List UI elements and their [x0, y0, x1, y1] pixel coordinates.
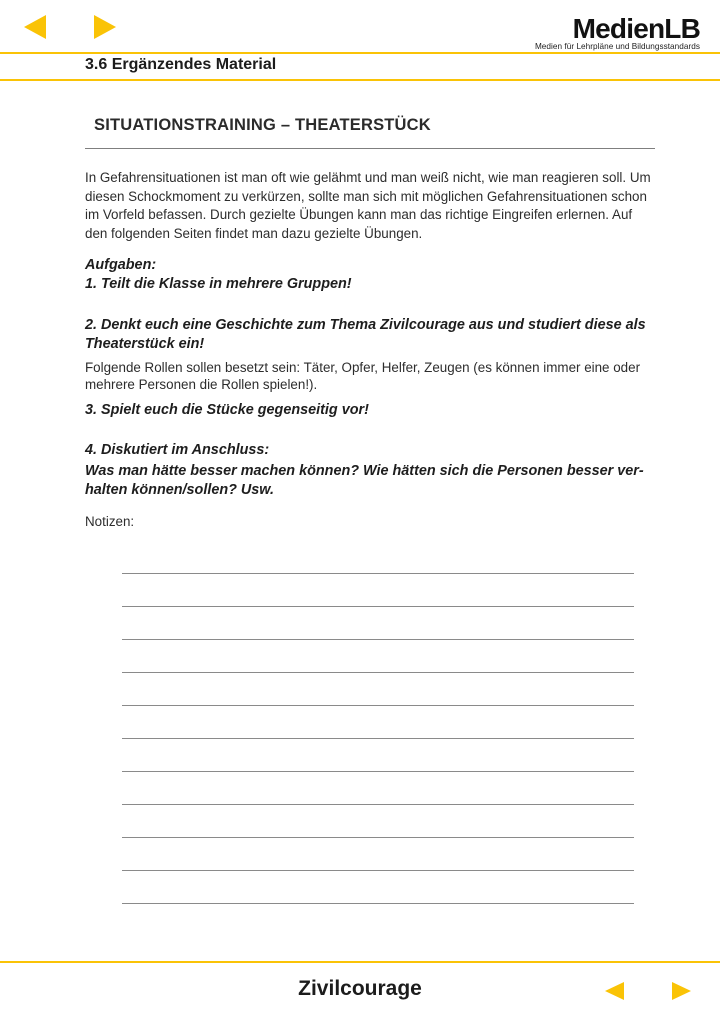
intro-line: den folgenden Seiten findet man dazu gezielte Übungen. [85, 226, 423, 242]
next-arrow-icon [672, 982, 691, 1000]
note-line [122, 772, 634, 805]
header-rule-top [0, 52, 720, 54]
header-rule-bottom [0, 79, 720, 81]
section-heading: 3.6 Ergänzendes Material [85, 56, 277, 73]
note-line [122, 574, 634, 607]
note-line [122, 838, 634, 871]
note-line [122, 673, 634, 706]
roles-note-line: mehrere Personen die Rollen spielen!). [85, 376, 318, 392]
note-line [122, 706, 634, 739]
prev-arrow-icon [24, 15, 46, 39]
note-line [122, 640, 634, 673]
notes-label: Notizen: [85, 514, 135, 529]
logo-wordmark: MedienLB [572, 13, 700, 44]
note-line [122, 871, 634, 904]
intro-paragraph [85, 169, 657, 244]
medienlb-logo [535, 15, 700, 51]
task-2 [85, 316, 657, 355]
footer-rule [0, 961, 720, 963]
logo-tagline: Medien für Lehrpläne und Bildungsstandards [534, 42, 700, 51]
notes-lines [122, 541, 634, 904]
note-line [122, 607, 634, 640]
roles-note [85, 360, 657, 394]
note-line [122, 739, 634, 772]
intro-line: In Gefahrensituationen ist man oft wie gelähmt und man weiß nicht, wie man reagieren soll. Um [85, 170, 651, 185]
roles-note-line: Folgende Rollen sollen besetzt sein: Täter, Opfer, Helfer, Zeugen (es können immer eine oder [85, 360, 641, 375]
tasks-heading: Aufgaben: [85, 257, 157, 273]
prev-arrow-icon [605, 982, 624, 1000]
footer-title: Zivilcourage [298, 977, 422, 1000]
task-2-line: 2. Denkt euch eine Geschichte zum Thema Zivilcourage aus und studiert diese als [85, 317, 646, 333]
title-underline [85, 148, 655, 149]
intro-line: im Vorfeld befassen. Durch gezielte Übungen kann man das richtige Eingreifen erlernen. Auf [85, 207, 633, 223]
task-4-line: Was man hätte besser machen können? Wie hätten sich die Personen besser ver- [85, 463, 644, 479]
task-4-line: halten können/sollen? Usw. [85, 482, 274, 499]
task-1: 1. Teilt die Klasse in mehrere Gruppen! [85, 276, 352, 293]
task-4-detail [85, 462, 657, 501]
note-line [122, 805, 634, 838]
task-2-line: Theaterstück ein! [85, 336, 205, 353]
tasks-heading-block [85, 256, 657, 295]
next-arrow-icon [94, 15, 116, 39]
page-title: SITUATIONSTRAINING – THEATERSTÜCK [94, 116, 431, 134]
note-line [122, 541, 634, 574]
task-3: 3. Spielt euch die Stücke gegenseitig vor! [85, 402, 369, 418]
intro-line: diesen Schockmoment zu verkürzen, sollte man sich mit möglichen Gefahrensituationen schon [85, 188, 647, 204]
task-4-heading: 4. Diskutiert im Anschluss: [85, 442, 270, 458]
